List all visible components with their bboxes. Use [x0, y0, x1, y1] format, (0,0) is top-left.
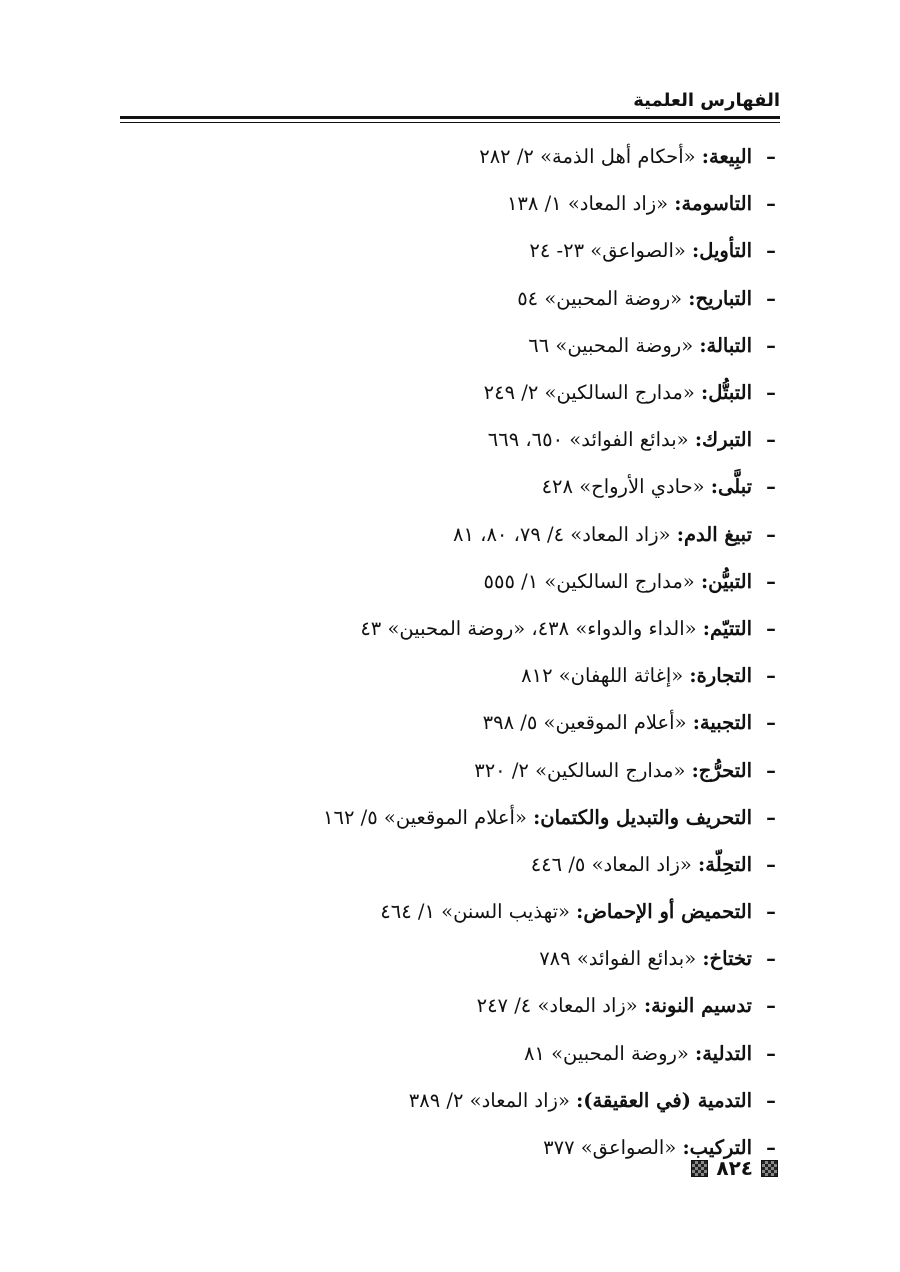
dash-marker: – — [766, 711, 776, 735]
index-entry — [222, 699, 782, 746]
index-entry — [222, 652, 782, 699]
entry-reference: «إغاثة اللهفان» ٨١٢ — [521, 664, 684, 688]
entry-reference: «الداء والدواء» ٤٣٨، «روضة المحبين» ٤٣ — [360, 616, 697, 640]
header-rule-thin — [120, 122, 780, 123]
ornament-icon — [691, 1160, 708, 1177]
dash-marker: – — [766, 286, 776, 310]
index-entry — [222, 841, 782, 888]
entry-reference: «بدائع الفوائد» ٦٥٠، ٦٦٩ — [487, 428, 689, 452]
header-title: الفهارس العلمية — [633, 90, 780, 111]
running-header — [120, 88, 780, 128]
entry-reference: «الصواعق» ٣٧٧ — [543, 1136, 677, 1160]
entry-term: التبرك: — [694, 428, 752, 452]
entry-reference: «روضة المحبين» ٥٤ — [517, 286, 683, 310]
entry-term: التبالة: — [699, 333, 752, 357]
entry-term: تبيغ الدم: — [676, 522, 752, 546]
index-entry — [222, 180, 782, 227]
index-entry — [222, 605, 782, 652]
entry-term: التحميض أو الإحماض: — [576, 900, 752, 924]
entry-term: التأويل: — [692, 239, 752, 263]
index-entry — [222, 746, 782, 793]
dash-marker: – — [766, 239, 776, 263]
entry-term: تبلَّى: — [710, 475, 752, 499]
dash-marker: – — [766, 192, 776, 216]
page-number: ٨٢٤ — [716, 1156, 753, 1180]
dash-marker: – — [766, 145, 776, 169]
entry-term: التحرُّج: — [691, 758, 752, 782]
entry-reference: «حادي الأرواح» ٤٢٨ — [541, 475, 705, 499]
index-entry — [222, 794, 782, 841]
entry-term: التبتُّل: — [701, 381, 752, 405]
index-entries — [222, 133, 782, 1171]
ornament-icon — [761, 1160, 778, 1177]
entry-reference: «أعلام الموقعين» ٥/ ٣٩٨ — [482, 711, 687, 735]
dash-marker: – — [766, 758, 776, 782]
entry-term: التجارة: — [689, 664, 752, 688]
dash-marker: – — [766, 947, 776, 971]
dash-marker: – — [766, 664, 776, 688]
entry-term: التباريح: — [688, 286, 752, 310]
entry-term: التتيّم: — [702, 616, 752, 640]
entry-reference: «أعلام الموقعين» ٥/ ١٦٢ — [323, 805, 527, 829]
index-entry — [222, 935, 782, 982]
index-entry — [222, 558, 782, 605]
entry-reference: «أحكام أهل الذمة» ٢/ ٢٨٢ — [479, 145, 696, 169]
dash-marker: – — [766, 381, 776, 405]
dash-marker: – — [766, 900, 776, 924]
index-entry — [222, 511, 782, 558]
index-entry — [222, 322, 782, 369]
entry-reference: «بدائع الفوائد» ٧٨٩ — [539, 947, 697, 971]
entry-reference: «روضة المحبين» ٨١ — [523, 1041, 689, 1065]
header-rule-thick — [120, 116, 780, 119]
entry-reference: «زاد المعاد» ١/ ١٣٨ — [506, 192, 669, 216]
entry-term: التدمية (في العقيقة): — [576, 1088, 752, 1112]
dash-marker: – — [766, 616, 776, 640]
index-entry — [222, 133, 782, 180]
dash-marker: – — [766, 569, 776, 593]
entry-reference: «مدارج السالكين» ٢/ ٣٢٠ — [474, 758, 686, 782]
entry-term: التركيب: — [682, 1136, 752, 1160]
dash-marker: – — [766, 475, 776, 499]
dash-marker: – — [766, 333, 776, 357]
dash-marker: – — [766, 428, 776, 452]
entry-reference: «مدارج السالكين» ٢/ ٢٤٩ — [483, 381, 695, 405]
entry-term: تختاخ: — [702, 947, 752, 971]
entry-reference: «تهذيب السنن» ١/ ٤٦٤ — [380, 900, 570, 924]
dash-marker: – — [766, 805, 776, 829]
index-entry — [222, 1077, 782, 1124]
entry-term: التدلية: — [695, 1041, 752, 1065]
entry-reference: «الصواعق» ٢٣- ٢٤ — [529, 239, 686, 263]
index-entry — [222, 888, 782, 935]
dash-marker: – — [766, 1041, 776, 1065]
index-entry — [222, 369, 782, 416]
entry-term: التاسومة: — [674, 192, 752, 216]
entry-reference: «زاد المعاد» ٤/ ٢٤٧ — [476, 994, 638, 1018]
index-entry — [222, 1030, 782, 1077]
entry-reference: «مدارج السالكين» ١/ ٥٥٥ — [483, 569, 695, 593]
dash-marker: – — [766, 852, 776, 876]
dash-marker: – — [766, 1088, 776, 1112]
entry-term: البِيعة: — [701, 145, 752, 169]
entry-term: التبيُّن: — [700, 569, 752, 593]
index-entry — [222, 463, 782, 510]
index-entry — [222, 416, 782, 463]
dash-marker: – — [766, 1136, 776, 1160]
entry-term: التجبية: — [692, 711, 752, 735]
entry-reference: «زاد المعاد» ٤/ ٧٩، ٨٠، ٨١ — [452, 522, 671, 546]
index-entry — [222, 982, 782, 1029]
entry-reference: «زاد المعاد» ٢/ ٣٨٩ — [408, 1088, 570, 1112]
dash-marker: – — [766, 522, 776, 546]
entry-reference: «زاد المعاد» ٥/ ٤٤٦ — [530, 852, 692, 876]
page-footer — [691, 1151, 778, 1185]
entry-reference: «روضة المحبين» ٦٦ — [528, 333, 694, 357]
index-entry — [222, 275, 782, 322]
entry-term: تدسيم النونة: — [643, 994, 752, 1018]
index-entry — [222, 227, 782, 274]
entry-term: التحريف والتبديل والكتمان: — [533, 805, 752, 829]
dash-marker: – — [766, 994, 776, 1018]
entry-term: التحِلّة: — [698, 852, 752, 876]
